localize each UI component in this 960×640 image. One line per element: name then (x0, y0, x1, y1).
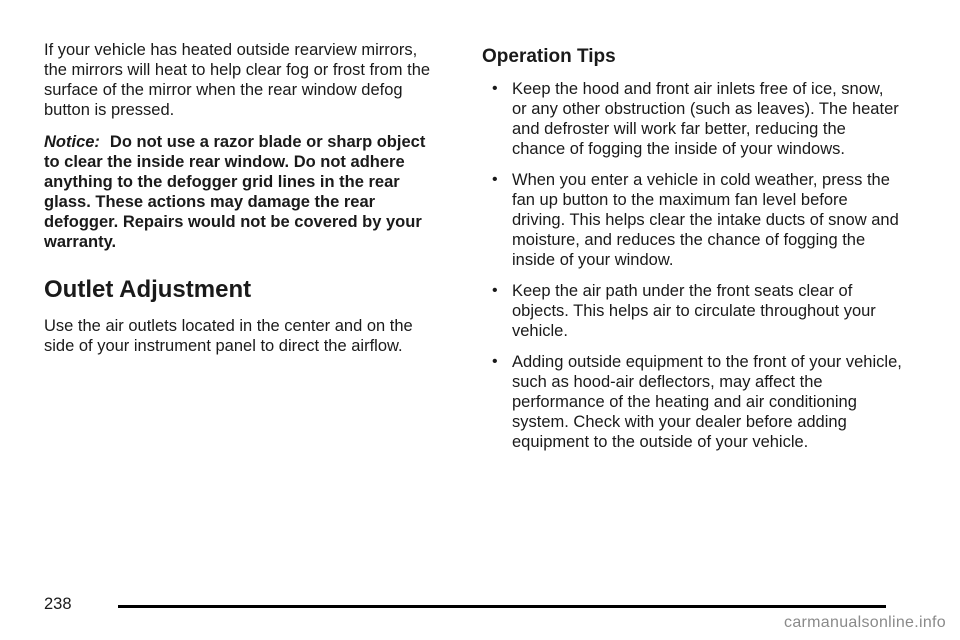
right-column (482, 44, 902, 463)
section-heading: Outlet Adjustment (44, 276, 252, 303)
notice-text: Do not use a razor blade or sharp object to clear the inside rear window. Do not adhere anything to the defogger grid lines in the rear glass. These actions may damage the rear defogger. Repairs would not be covered by your warranty. (44, 133, 426, 251)
tip-text: Keep the hood and front air inlets free of ice, snow, or any other obstruction (such as leaves). The heater and defroster will work far better, reducing the chance of fogging the inside of your windows. (512, 80, 899, 158)
section-paragraph: Use the air outlets located in the center and on the side of your instrument panel to direct the airflow. (44, 317, 413, 355)
bullet-icon: • (492, 171, 498, 188)
page-number: 238 (44, 595, 72, 613)
tips-list (482, 79, 902, 452)
bullet-icon: • (492, 282, 498, 299)
intro-paragraph: If your vehicle has heated outside rearview mirrors, the mirrors will heat to help clear fog or frost from the surface of the mirror when the rear window defog button is pressed. (44, 41, 431, 119)
tip-text: When you enter a vehicle in cold weather, press the fan up button to the maximum fan level before driving. This helps clear the intake ducts of snow and moisture, and reduces the chance of fogging the inside of your window. (512, 171, 899, 269)
page-footer (44, 594, 886, 618)
left-column (44, 40, 444, 356)
bullet-icon: • (492, 80, 498, 97)
list-item (482, 352, 902, 452)
notice-paragraph (44, 132, 444, 252)
list-item (482, 79, 902, 159)
watermark: carmanualsonline.info (784, 614, 946, 631)
bullet-icon: • (492, 353, 498, 370)
notice-label: Notice: (44, 133, 100, 151)
tip-text: Keep the air path under the front seats clear of objects. This helps air to circulate throughout your vehicle. (512, 282, 876, 340)
footer-rule (118, 605, 886, 608)
tip-text: Adding outside equipment to the front of your vehicle, such as hood-air deflectors, may affect the performance of the heating and air conditioning system. Check with your dealer before adding equipment to the outside of your vehicle. (512, 353, 902, 451)
list-item (482, 281, 902, 341)
list-item (482, 170, 902, 270)
operation-tips-heading: Operation Tips (482, 46, 616, 67)
